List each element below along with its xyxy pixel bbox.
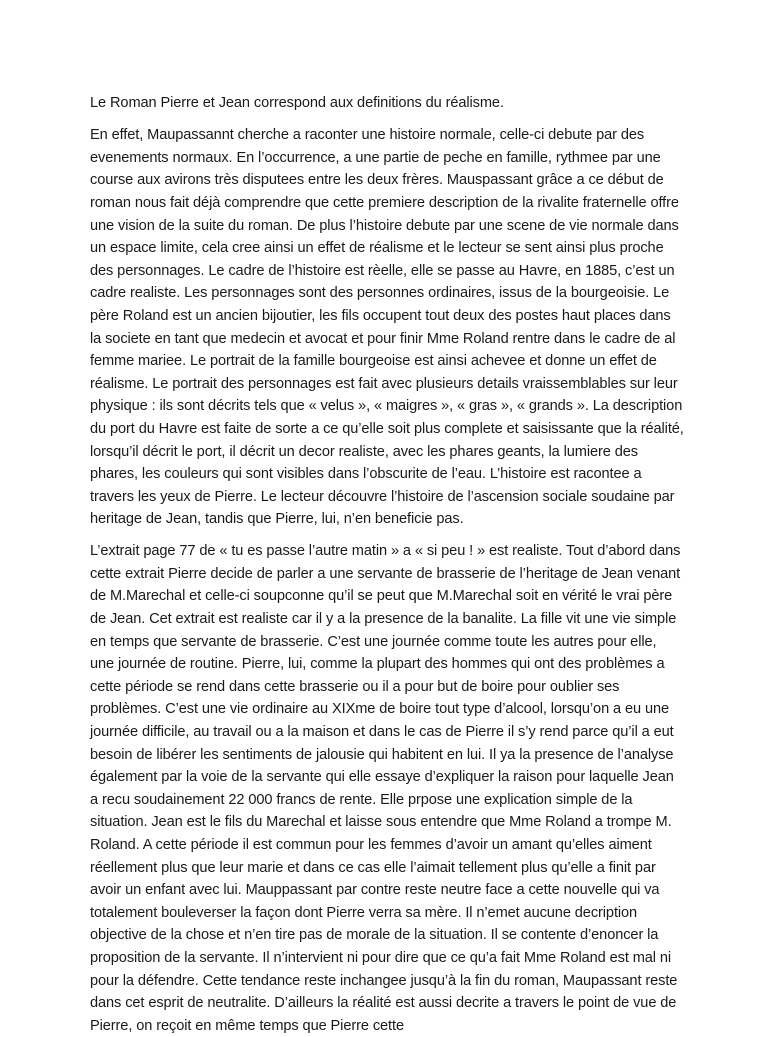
paragraph-1: En effet, Maupassannt cherche a raconter une histoire normale, celle-ci debute par des evenements normaux. En l’occurrence, a une partie de peche en famille, rythmee par une course aux avirons très disputees entre les deux frères. Mauspassant grâce a ce début de roman nous fait déjà comprendre que cette premiere description de la rivalite fraternelle offre une vision de la suite du roman. De plus l’histoire debute par une scene de vie normale dans un espace limite, cela cree ainsi un effet de réalisme et le lecteur se sent ainsi plus proche des personnages. Le cadre de l’histoire est rèelle, elle se passe au Havre, en 1885, c’est un cadre realiste. Les personnages sont des personnes ordinaires, issus de la bourgeoisie. Le père Roland est un ancien bijoutier, les fils occupent tout deux des postes haut places dans la societe en tant que medecin et avocat et pour finir Mme Roland rentre dans le cadre de al femme mariee. Le portrait de la famille bourgeoise est ainsi achevee et donne un effet de réalisme. Le portrait des personnages est fait avec plusieurs details vraissemblables sur leur physique : ils sont décrits tels que « velus », « maigres », « gras », « grands ». La description du port du Havre est faite de sorte a ce qu’elle soit plus complete et saisissante que la réalité, lorsqu’il décrit le port, il décrit un decor realiste, avec les phares geants, la lumiere des phares, les couleurs qui sont visibles dans l’obscurite de l’eau. L’histoire est racontee a travers les yeux de Pierre. Le lecteur découvre l’histoire de l’ascension sociale soudaine par heritage de Jean, tandis que Pierre, lui, n’en beneficie pas. (90, 127, 684, 528)
paragraph-2: L’extrait page 77 de « tu es passe l’autre matin » a « si peu ! » est realiste. Tout d’abord dans cette extrait Pierre decide de parler a une servante de brasserie de l’heritage de Jean venant de M.Marechal et celle-ci soupconne qu’il se peut que M.Marechal soit en vérité le vrai père de Jean. Cet extrait est realiste car il y a la presence de la banalite. La fille vit une vie simple en temps que servante de brasserie. C’est une journée comme toute les autres pour elle, une journée de routine. Pierre, lui, comme la plupart des hommes qui ont des problèmes a cette période se rend dans cette brasserie ou il a pour but de boire pour oublier ses problèmes. C’est une vie ordinaire au XIXme de boire tout type d’alcool, lorsqu’on a eu une journée difficile, au travail ou a la maison et dans le cas de Pierre il s’y rend parce qu’il a eut besoin de libérer les sentiments de jalousie qui habitent en lui. Il ya la presence de l’analyse également par la voie de la servante qui elle essaye d’expliquer la raison pour laquelle Jean a recu soudainement 22 000 francs de rente. Elle prpose une explication simple de la situation. Jean est le fils du Marechal et laisse sous entendre que Mme Roland a trompe M. Roland. A cette période il est commun pour les femmes d’avoir un amant qu’elles aiment réellement plus que leur marie et dans ce cas elle l’aimait tellement plus qu’elle a finit par avoir un enfant avec lui. Mauppassant par contre reste neutre face a cette nouvelle qui va totalement bouleverser la façon dont Pierre verra sa mère. Il n’emet aucune decription objective de la chose et n’en tire pas de morale de la situation. Il se contente d’enoncer la proposition de la servante. Il n’intervient ni pour dire que ce qu’a fait Mme Roland est mal ni pour la défendre. Cette tendance reste inchangee jusqu’à la fin du roman, Maupassant reste dans cet esprit de neutralite. D’ailleurs la réalité est aussi decrite a travers le point de vue de Pierre, on reçoit en même temps que Pierre cette (90, 543, 681, 1034)
intro-sentence: Le Roman Pierre et Jean correspond aux definitions du réalisme. (90, 95, 504, 111)
